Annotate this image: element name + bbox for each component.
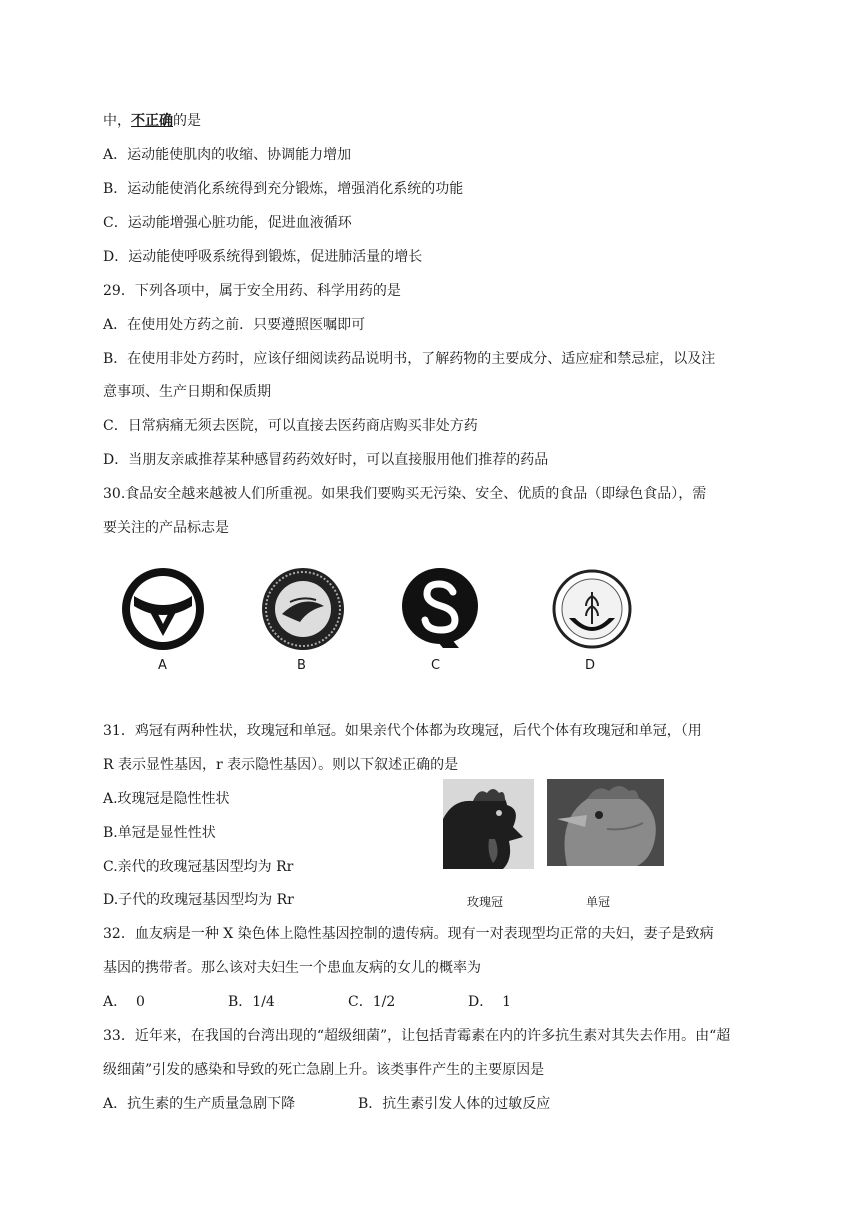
green-food-seal-icon [260,566,346,652]
q29-option-a: A．在使用处方药之前．只要遵照医嘱即可 [103,317,366,333]
q28-option-a: A．运动能使肌肉的收缩、协调能力增加 [103,147,352,163]
logo-label-d: D [585,658,596,673]
logo-label-b: B [297,658,306,673]
q32-stem-line2: 基因的携带者。那么该对夫妇生一个患血友病的女儿的概率为 [103,960,481,976]
q31-stem-line1: 31．鸡冠有两种性状，玫瑰冠和单冠。如果亲代个体都为玫瑰冠，后代个体有玫瑰冠和单冠，（用 [103,723,702,739]
q28-stem-prefix: 中， [103,113,131,129]
q33-stem-line1: 33．近年来，在我国的台湾出现的“超级细菌”，让包括青霉素在内的许多抗生素对其失去作用。由“超 [103,1028,731,1044]
q31-option-a: A.玫瑰冠是隐性性状 [103,791,230,807]
single-comb-chicken-photo [547,779,664,866]
q31-option-d: D.子代的玫瑰冠基因型均为 Rr [103,892,294,908]
q28-stem-suffix: 的是 [173,113,201,129]
q29-stem: 29．下列各项中，属于安全用药、科学用药的是 [103,283,401,299]
q32-option-c: C．1/2 [348,994,396,1010]
caption-single-comb: 单冠 [586,895,611,909]
q28-stem-emphasis: 不正确 [131,113,173,129]
q33-option-b: B．抗生素引发人体的过敏反应 [358,1096,551,1112]
q33-stem-line2: 级细菌”引发的感染和导致的死亡急剧上升。该类事件产生的主要原因是 [103,1062,545,1078]
q29-option-b: B．在使用非处方药时，应该仔细阅读药品说明书，了解药物的主要成分、适应症和禁忌症，以及注 [103,351,716,367]
q29-option-c: C．日常病痛无须去医院，可以直接去医药商店购买非处方药 [103,418,478,434]
q31-option-c: C.亲代的玫瑰冠基因型均为 Rr [103,859,294,875]
q31-option-b: B.单冠是显性性状 [103,825,216,841]
q30-stem-line2: 要关注的产品标志是 [103,520,229,536]
q28-option-d: D．运动能使呼吸系统得到锻炼，促进肺活量的增长 [103,249,423,265]
q32-stem-line1: 32．血友病是一种 X 染色体上隐性基因控制的遗传病。现有一对表现型均正常的夫妇，妻子是致病 [103,926,714,942]
caption-rose-comb: 玫瑰冠 [467,895,504,909]
logo-label-a: A [158,658,167,673]
q28-option-c: C．运动能增强心脏功能，促进血液循环 [103,215,352,231]
qs-mark-icon [397,566,483,652]
q32-option-d: D． 1 [468,994,512,1010]
q33-option-a: A．抗生素的生产质量急剧下降 [103,1096,296,1112]
q31-stem-line2: R 表示显性基因，r 表示隐性基因）。则以下叙述正确的是 [103,757,459,773]
q28-stem [103,110,201,130]
q29-option-d: D．当朋友亲戚推荐某种感冒药药效好时，可以直接服用他们推荐的药品 [103,452,549,468]
q32-option-b: B．1/4 [228,994,275,1010]
q30-stem-line1: 30.食品安全越来越被人们所重视。如果我们要购买无污染、安全、优质的食品（即绿色食品），需 [103,486,707,502]
logo-label-c: C [431,658,441,673]
q29-option-b-cont: 意事项、生产日期和保质期 [103,384,271,400]
rose-comb-rooster-photo [443,779,534,869]
q32-option-a: A． 0 [103,994,145,1010]
q28-option-b: B．运动能使消化系统得到充分锻炼，增强消化系统的功能 [103,181,464,197]
organic-food-seal-icon [549,566,635,652]
certification-mark-icon [120,566,206,652]
